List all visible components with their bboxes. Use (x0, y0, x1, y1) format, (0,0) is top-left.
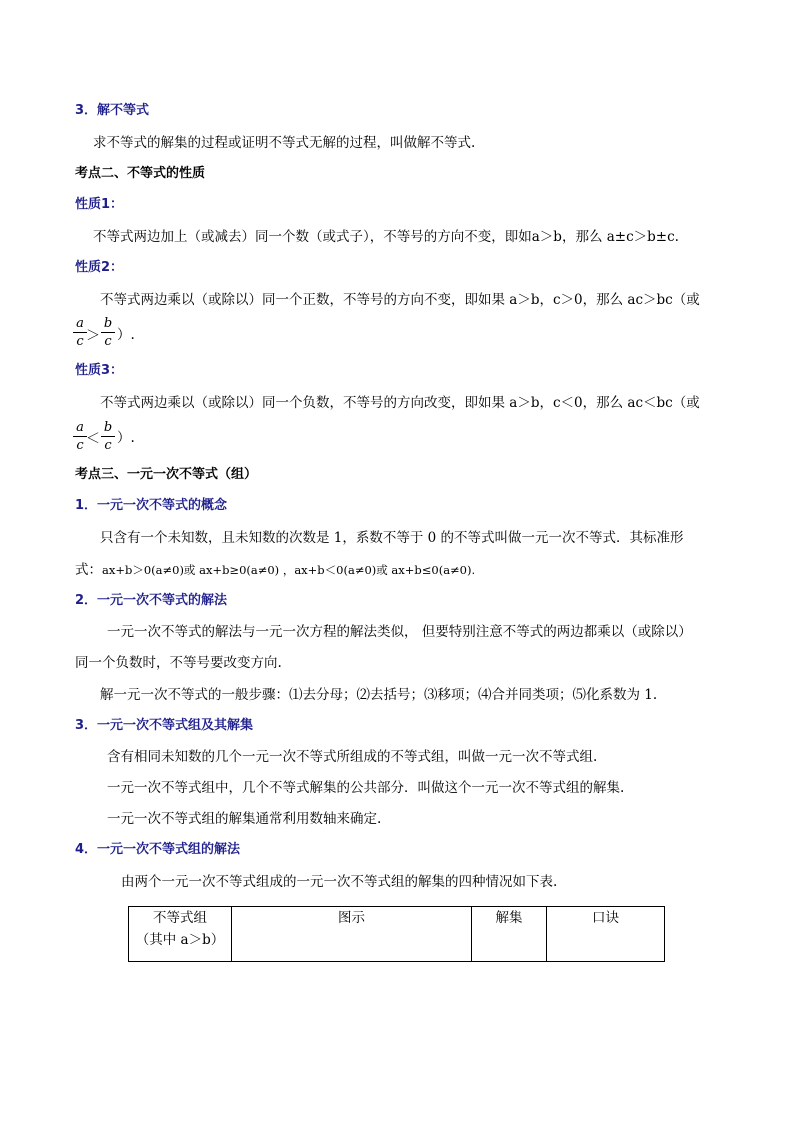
fraction-bar (101, 436, 115, 437)
fraction-denominator: c (104, 438, 112, 453)
property-1-title: 性质1： (75, 197, 124, 212)
property-3-text: 不等式两边乘以（或除以）同一个负数，不等号的方向改变，即如果 a＞b，c＜0，那么 ac＜bc（或 (100, 395, 700, 411)
concept-2-steps: 解一元一次不等式的一般步骤：⑴去分母；⑵去括号；⑶移项；⑷合并同类项；⑸化系数为 1. (100, 687, 658, 703)
property-3-fraction-left (73, 420, 87, 453)
fraction-denominator: c (76, 334, 84, 349)
standard-form-math: ax+b＞0(a≠0)或 ax+b≥0(a≠0) ，ax+b＜0(a≠0)或 ax+b≤0(a≠0). (102, 563, 476, 577)
property-2-fraction-left (73, 316, 87, 349)
concept-3-line1: 含有相同未知数的几个一元一次不等式所组成的不等式组，叫做一元一次不等式组. (107, 749, 598, 765)
property-2-title: 性质2： (75, 260, 124, 275)
concept-2-line2: 同一个负数时，不等号要改变方向. (75, 655, 282, 671)
concept-4-heading: 4．一元一次不等式组的解法 (75, 842, 241, 857)
fraction-bar (73, 332, 87, 333)
concept-3-line3: 一元一次不等式组的解集通常利用数轴来确定. (107, 811, 382, 827)
property-3-title: 性质3： (75, 363, 124, 378)
concept-2-heading: 2．一元一次不等式的解法 (75, 593, 228, 608)
fraction-denominator: c (76, 438, 84, 453)
table-header-diagram: 图示 (232, 907, 472, 962)
property-2-fraction-right (101, 316, 115, 349)
solution-set-table (128, 906, 665, 962)
concept-1-prefix: 式： (75, 562, 102, 578)
property-3-fraction-right (101, 420, 115, 453)
property-3-end: ）. (117, 430, 135, 446)
concept-3-heading: 3．一元一次不等式组及其解集 (75, 718, 254, 733)
fraction-numerator: a (76, 420, 84, 435)
concept-1-line1: 只含有一个未知数，且未知数的次数是 1，系数不等于 0 的不等式叫做一元一次不等式．其标准形 (100, 530, 684, 546)
concept-4-line1: 由两个一元一次不等式组成的一元一次不等式组的解集的四种情况如下表. (121, 874, 558, 890)
fraction-numerator: a (76, 316, 84, 331)
property-2-text: 不等式两边乘以（或除以）同一个正数，不等号的方向不变，即如果 a＞b，c＞0，那么 ac＞bc（或 (100, 292, 700, 308)
fraction-numerator: b (103, 316, 113, 331)
property-2-relation: ＞ (86, 328, 100, 344)
concept-1-line2 (75, 561, 475, 579)
property-2-end: ）. (117, 327, 135, 343)
property-3-relation: ＜ (86, 431, 100, 447)
table-header-line1: 不等式组 (153, 910, 207, 926)
fraction-numerator: b (103, 420, 113, 435)
concept-3-line2: 一元一次不等式组中，几个不等式解集的公共部分．叫做这个一元一次不等式组的解集. (107, 780, 625, 796)
section-3-heading: 3．解不等式 (75, 103, 150, 118)
fraction-denominator: c (104, 334, 112, 349)
table-header-solution-set: 解集 (472, 907, 547, 962)
kaodian-2-heading: 考点二、不等式的性质 (75, 166, 206, 181)
table-header-row (129, 907, 665, 962)
kaodian-3-heading: 考点三、一元一次不等式（组） (75, 467, 258, 482)
section-3-text: 求不等式的解集的过程或证明不等式无解的过程，叫做解不等式. (93, 135, 476, 151)
fraction-bar (73, 436, 87, 437)
table-header-inequality-system (129, 907, 232, 962)
table-header-mnemonic: 口诀 (547, 907, 665, 962)
concept-2-line1: 一元一次不等式的解法与一元一次方程的解法类似， 但要特别注意不等式的两边都乘以（或除以） (107, 624, 692, 640)
property-1-text: 不等式两边加上（或减去）同一个数（或式子），不等号的方向不变，即如a＞b，那么 a±c＞b±c. (93, 229, 679, 245)
concept-1-heading: 1．一元一次不等式的概念 (75, 498, 228, 513)
table-header-line2: （其中 a＞b） (135, 932, 225, 948)
fraction-bar (101, 332, 115, 333)
